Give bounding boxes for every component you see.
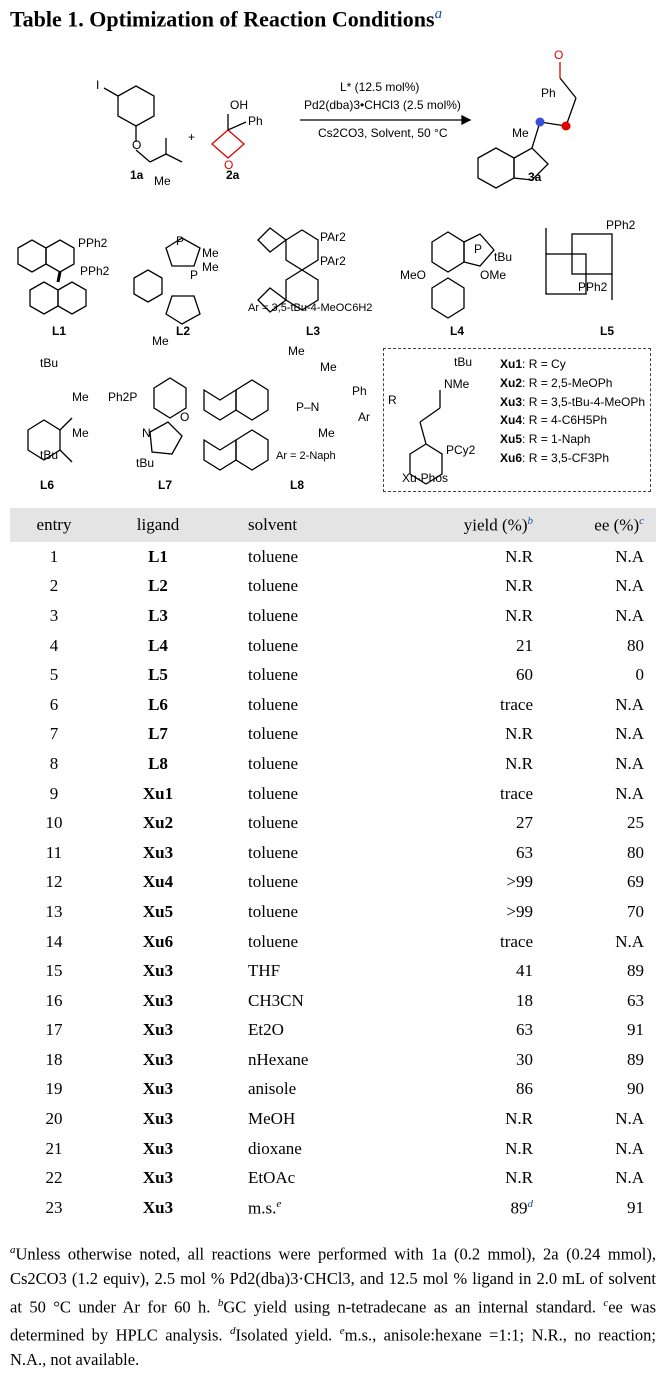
l3-ar-note: Ar = 3,5-tBu-4-MeOC6H2 [248, 302, 373, 314]
l8-text-2: Ph [352, 384, 367, 398]
cell-entry: 10 [45, 813, 63, 833]
l2-text-5: P [176, 234, 185, 248]
l7-text-1: Ph2P [108, 390, 138, 404]
footnote-b: GC yield using n-tetradecane as an internal standard. [223, 1297, 596, 1316]
cell-ligand: Xu3 [142, 1020, 174, 1040]
cell-ligand: Xu2 [142, 813, 174, 833]
l3-text-1: PAr2 [320, 230, 346, 244]
cell-entry: 2 [49, 576, 59, 596]
cell-yield: 60 [516, 665, 533, 685]
cell-yield: 21 [516, 635, 533, 655]
cell-entry: 7 [49, 724, 59, 744]
cell-yield: trace [499, 931, 533, 951]
xuphos-frag-3: R [388, 393, 397, 407]
cell-yield: >99 [506, 872, 533, 892]
label-2a-o: O [224, 158, 234, 172]
l5-text-2: PPh2 [578, 280, 608, 294]
cell-ee: N.A [615, 576, 644, 596]
ligand-label-l2: L2 [176, 324, 191, 338]
cell-yield: N.R [505, 724, 533, 744]
cell-yield: >99 [506, 901, 533, 921]
ligand-label-l6: L6 [40, 478, 55, 492]
footnote-a: Unless otherwise noted, all reactions were performed with 1a (0.2 mmol), 2a (0.24 mmol), Cs2CO3 (1.2 equiv), 2.5 mol % Pd2(dba)3·CHCl3, and 12.5 mol % ligand in 2.0 mL of solvent at 50 °C under Ar for 60 h. [10, 1244, 656, 1316]
table-row [10, 1163, 656, 1193]
cell-solvent: toluene [248, 694, 299, 714]
cell-ee: 80 [627, 842, 644, 862]
cell-yield: N.R [505, 576, 533, 596]
table-row [10, 1016, 656, 1046]
cell-ligand: Xu6 [142, 931, 174, 951]
label-2a-ph: Ph [248, 114, 263, 128]
header-yield: yield (%)$^b$ [463, 514, 533, 535]
table-row [10, 749, 656, 779]
cell-ee: 63 [627, 990, 644, 1010]
cell-yield: N.R [505, 1138, 533, 1158]
cell-ligand: L6 [148, 694, 168, 714]
cell-yield: 89$^d$ [510, 1197, 533, 1218]
table-title-text: Table 1. Optimization of Reaction Conditions [10, 6, 435, 32]
cell-entry: 14 [45, 931, 63, 951]
cell-solvent: Et2O [248, 1020, 284, 1040]
table-row [10, 631, 656, 661]
compound-label-3a: 3a [528, 170, 542, 184]
ligand-label-l8: L8 [290, 478, 305, 492]
cell-ligand: L7 [148, 724, 168, 744]
l1-text-1: PPh2 [78, 236, 108, 250]
l2-text-6: P [190, 268, 199, 282]
l8-text-4: Ar [358, 410, 370, 424]
compound-2a-structure [212, 114, 246, 158]
cell-solvent: toluene [248, 753, 299, 773]
table-row [10, 838, 656, 868]
cell-ee: 91 [627, 1020, 644, 1040]
table-row [10, 601, 656, 631]
l1-text-2: PPh2 [80, 264, 110, 278]
cell-yield: 41 [516, 961, 533, 981]
cell-solvent: toluene [248, 605, 299, 625]
reagent-ligand: L* (12.5 mol%) [340, 80, 420, 94]
cell-ee: N.A [615, 1109, 644, 1129]
compound-label-1a: 1a [130, 168, 144, 182]
table-header-row [10, 508, 656, 542]
cell-ee: 0 [635, 665, 644, 685]
l7-text-3: O [180, 410, 190, 424]
l8-text-5: Me [318, 426, 335, 440]
l8-text-1: Me [288, 344, 305, 358]
xuphos-variant: Xu6: R = 3,5-CF3Ph [500, 450, 610, 465]
table-row [10, 1045, 656, 1075]
cell-entry: 19 [45, 1079, 63, 1099]
cell-solvent: toluene [248, 635, 299, 655]
xuphos-box [383, 348, 651, 492]
cell-ligand: Xu3 [142, 1138, 174, 1158]
l8-ar-note: Ar = 2-Naph [276, 450, 336, 462]
cell-ligand: Xu3 [142, 1049, 174, 1069]
compound-1a-structure [104, 86, 182, 162]
cell-entry: 18 [45, 1049, 63, 1069]
table-footnotes: $^a$Unless otherwise noted, all reactions were performed with 1a (0.2 mmol), 2a (0.24 mmol), Cs2CO3 (1.2 equiv), 2.5 mol % Pd2(dba)3·CHCl3, and 12.5 mol % ligand in 2.0 mL of solvent at 50 °C under Ar for 60 h. $^b$GC yield using n-tetradecane as an internal standard. $^c$ee was determined by HPLC analysis. $^d$Isolated yield. $^e$m.s., anisole:hexane =1:1; N.R., no reaction; N.A., not available. [10, 1244, 657, 1369]
ligand-l3-structure [258, 228, 318, 312]
cell-solvent: toluene [248, 576, 299, 596]
l6-text-4: tBu [40, 448, 59, 462]
xuphos-variant-list [500, 355, 645, 468]
ligand-l1-structure [18, 240, 86, 314]
cell-ee: 90 [627, 1079, 644, 1099]
cell-solvent: nHexane [248, 1049, 309, 1069]
header-solvent: solvent [248, 515, 298, 534]
cell-yield: 30 [516, 1049, 533, 1069]
label-plus: + [188, 130, 196, 144]
ligand-label-l5: L5 [600, 324, 615, 338]
cell-ligand: Xu3 [142, 990, 174, 1010]
footnote-c: ee was determined by HPLC analysis. [10, 1297, 657, 1345]
ligand-label-l1: L1 [52, 324, 67, 338]
l4-text-2: tBu [494, 250, 513, 264]
cell-entry: 8 [49, 753, 59, 773]
table-row [10, 1075, 656, 1105]
table-row [10, 808, 656, 838]
l4-text-4: OMe [480, 268, 507, 282]
xuphos-variant: Xu5: R = 1-Naph [500, 432, 591, 447]
cell-entry: 12 [45, 872, 63, 892]
table-title [10, 6, 442, 32]
cell-solvent: toluene [248, 842, 299, 862]
cell-entry: 20 [45, 1109, 63, 1129]
cell-solvent: toluene [248, 783, 299, 803]
ligand-label-l4: L4 [450, 324, 465, 338]
table-row [10, 720, 656, 750]
l4-text-3: MeO [400, 268, 427, 282]
cell-entry: 22 [45, 1168, 63, 1188]
table-row [10, 542, 656, 572]
cell-ligand: Xu5 [142, 901, 174, 921]
cell-ligand: Xu1 [142, 783, 174, 803]
cell-entry: 17 [45, 1020, 63, 1040]
cell-yield: 63 [516, 842, 533, 862]
ligand-label-l7: L7 [158, 478, 173, 492]
label-3a-ph: Ph [541, 86, 556, 100]
l8-text-3: Me [320, 360, 337, 374]
xuphos-variant: Xu3: R = 3,5-tBu-4-MeOPh [500, 394, 646, 409]
cell-ligand: Xu3 [142, 1079, 174, 1099]
l2-text-2: Me [202, 246, 219, 260]
reaction-arrow [300, 116, 470, 124]
label-3a-me: Me [512, 126, 529, 140]
label-iodo: I [96, 78, 100, 92]
cell-ligand: L1 [148, 546, 168, 566]
l2-text-3: Me [202, 260, 219, 274]
cell-ee: N.A [615, 783, 644, 803]
l7-text-2: N [142, 426, 151, 440]
cell-ee: 89 [627, 961, 644, 981]
cell-ligand: L3 [148, 605, 168, 625]
cell-solvent: toluene [248, 546, 299, 566]
table-row [10, 868, 656, 898]
ligand-l8-structure [204, 380, 268, 470]
xuphos-frag-2: NMe [444, 377, 470, 391]
table-row [10, 897, 656, 927]
xuphos-frag-4: PCy2 [446, 443, 476, 457]
table-row [10, 690, 656, 720]
table-row [10, 660, 656, 690]
xuphos-label: Xu-Phos [402, 471, 449, 485]
xuphos-variant: Xu2: R = 2,5-MeOPh [500, 375, 613, 390]
cell-solvent: EtOAc [248, 1168, 296, 1188]
footnote-e: m.s., anisole:hexane =1:1; N.R., no reaction; N.A., not available. [10, 1325, 656, 1369]
table-row [10, 927, 656, 957]
table-body [10, 542, 656, 1223]
cell-entry: 9 [49, 783, 59, 803]
cell-entry: 5 [49, 665, 59, 685]
footnote-d: Isolated yield. [235, 1325, 333, 1345]
cell-ee: N.A [615, 724, 644, 744]
cell-ee: N.A [615, 1138, 644, 1158]
cell-solvent: anisole [248, 1079, 297, 1099]
header-entry: entry [36, 515, 72, 534]
cell-ee: 25 [627, 813, 644, 833]
l6-text-3: Me [72, 426, 89, 440]
xuphos-frag-1: tBu [454, 355, 473, 369]
cell-ligand: Xu3 [142, 1197, 174, 1217]
reaction-scheme [0, 38, 666, 500]
xuphos-variant: Xu1: R = Cy [500, 357, 566, 371]
cell-entry: 21 [45, 1138, 63, 1158]
cell-ligand: L2 [148, 576, 168, 596]
cell-ee: N.A [615, 605, 644, 625]
cell-ee: N.A [615, 753, 644, 773]
l4-text-1: P [474, 242, 483, 256]
cell-ee: N.A [615, 694, 644, 714]
cell-yield: 27 [516, 813, 533, 833]
cell-entry: 3 [49, 605, 59, 625]
cell-solvent: toluene [248, 813, 299, 833]
cell-ee: 89 [627, 1049, 644, 1069]
cell-yield: N.R [505, 1109, 533, 1129]
cell-ligand: Xu4 [142, 872, 174, 892]
cell-entry: 13 [45, 901, 63, 921]
cell-ee: N.A [615, 931, 644, 951]
cell-entry: 23 [45, 1197, 63, 1217]
cell-yield: N.R [505, 753, 533, 773]
cell-yield: 18 [516, 990, 533, 1010]
cell-solvent: toluene [248, 901, 299, 921]
cell-yield: 63 [516, 1020, 533, 1040]
table-row [10, 779, 656, 809]
cell-solvent: toluene [248, 931, 299, 951]
table-row [10, 956, 656, 986]
cell-solvent: toluene [248, 872, 299, 892]
cell-entry: 16 [45, 990, 63, 1010]
l2-text-4: Me [152, 334, 169, 348]
label-2a-oh: OH [230, 98, 248, 112]
cell-ligand: L8 [148, 753, 168, 773]
table-row [10, 1134, 656, 1164]
cell-solvent: m.s.$^e$ [248, 1197, 282, 1218]
cell-solvent: MeOH [248, 1109, 296, 1129]
reagent-conditions: Cs2CO3, Solvent, 50 °C [318, 126, 448, 140]
compound-label-2a: 2a [226, 168, 240, 182]
l2-text-1: Me [154, 174, 171, 188]
l3-text-2: PAr2 [320, 254, 346, 268]
results-table [10, 508, 656, 1223]
cell-entry: 11 [45, 842, 63, 862]
ligand-label-l3: L3 [306, 324, 321, 338]
cell-yield: 86 [516, 1079, 533, 1099]
cell-entry: 1 [49, 546, 59, 566]
cell-ligand: Xu3 [142, 842, 174, 862]
cell-ligand: Xu3 [142, 1109, 174, 1129]
cell-solvent: CH3CN [248, 990, 304, 1010]
label-3a-carbonyl-o: O [554, 48, 564, 62]
cell-entry: 15 [45, 961, 63, 981]
cell-solvent: dioxane [248, 1138, 302, 1158]
title-footnote-marker: a [434, 6, 443, 22]
l5-text-1: PPh2 [606, 218, 636, 232]
cell-yield: N.R [505, 546, 533, 566]
cell-ee: 70 [627, 901, 644, 921]
cell-solvent: THF [248, 961, 281, 981]
l6-text-2: Me [72, 390, 89, 404]
cell-ligand: Xu3 [142, 961, 174, 981]
cell-entry: 6 [49, 694, 59, 714]
table-row [10, 572, 656, 602]
cell-solvent: toluene [248, 724, 299, 744]
compound-3a-structure [478, 62, 576, 188]
cell-solvent: toluene [248, 665, 299, 685]
cell-yield: trace [499, 694, 533, 714]
cell-yield: N.R [505, 605, 533, 625]
label-o: O [132, 138, 142, 152]
l7-text-4: tBu [136, 456, 155, 470]
header-ligand: ligand [136, 515, 180, 534]
cell-ligand: L4 [148, 635, 168, 655]
table-row [10, 1193, 656, 1223]
reagent-pd: Pd2(dba)3•CHCl3 (2.5 mol%) [304, 98, 461, 112]
cell-yield: trace [499, 783, 533, 803]
cell-yield: N.R [505, 1168, 533, 1188]
cell-ligand: L5 [148, 665, 168, 685]
header-ee: ee (%)$^c$ [594, 514, 644, 535]
cell-ee: 91 [627, 1197, 644, 1217]
cell-entry: 4 [49, 635, 59, 655]
cell-ee: N.A [615, 1168, 644, 1188]
xuphos-variant: Xu4: R = 4-C6H5Ph [500, 413, 608, 428]
l8-text-6: P–N [296, 400, 320, 414]
cell-ee: 69 [627, 872, 644, 892]
cell-ee: 80 [627, 635, 644, 655]
cell-ee: N.A [615, 546, 644, 566]
l6-text-1: tBu [40, 356, 59, 370]
cell-ligand: Xu3 [142, 1168, 174, 1188]
table-row [10, 1104, 656, 1134]
table-row [10, 986, 656, 1016]
